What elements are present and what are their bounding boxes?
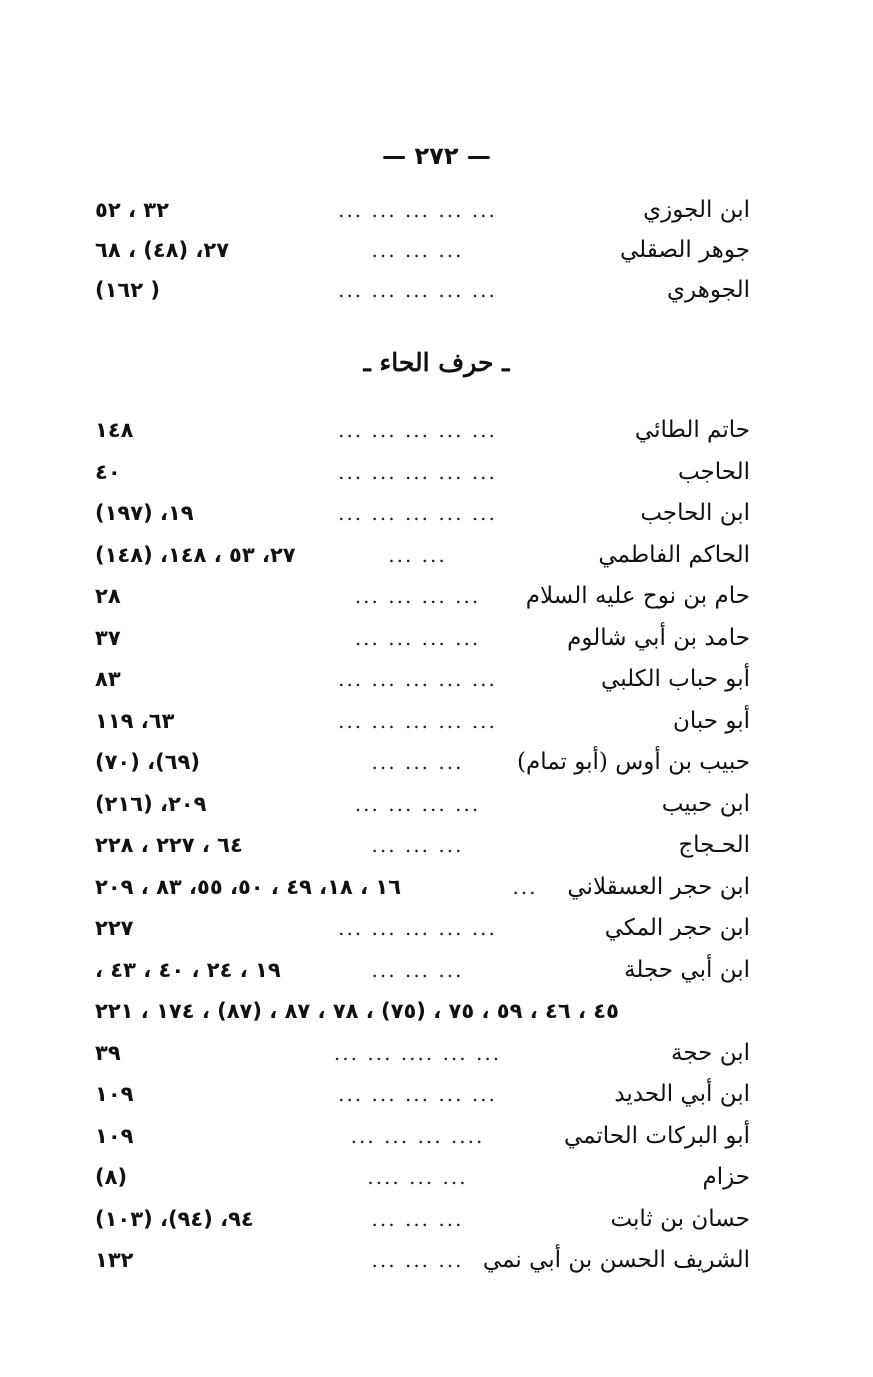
leader-dots: ... <box>512 874 538 899</box>
page-references: ٢٧، ٥٣ ، ١٤٨، (١٤٨) <box>95 542 296 567</box>
leader-dots: ... ... ... <box>371 1206 464 1231</box>
index-entry <box>95 576 750 616</box>
entry-name: حام بن نوح عليه السلام <box>525 583 750 609</box>
index-entry <box>95 618 750 658</box>
page-references: ٢٧، (٤٨) ، ٦٨ <box>95 238 230 262</box>
page-references: ٣٧ <box>95 625 121 650</box>
page-references: ١٤٨ <box>95 418 134 442</box>
page-references: ٨٣ <box>95 667 121 691</box>
index-entry <box>95 1199 750 1239</box>
leader-dots: ... ... ... ... ... <box>338 278 497 302</box>
entry-name: ابن حجر العسقلاني <box>567 873 750 900</box>
entry-name: ابن أبي الحديد <box>614 1081 750 1107</box>
leader-dots: ... ... ... ... ... <box>338 667 497 691</box>
page-references: ٢٨ <box>95 584 121 608</box>
index-entry <box>95 1157 750 1197</box>
entry-name: ابن الحاجب <box>640 500 750 526</box>
index-entry <box>95 270 750 310</box>
page-references: ١٩ ، ٢٤ ، ٤٠ ، ٤٣ ، <box>95 957 281 982</box>
leader-dots: ... ... ... ... ... <box>338 708 497 733</box>
entry-name: الحاجب <box>677 458 750 485</box>
entry-name: ابن حبيب <box>661 790 750 817</box>
entry-name: ابن حجة <box>670 1039 750 1066</box>
page-references: ٤٠ <box>95 459 121 484</box>
leader-dots: ... ... ... ... ... <box>338 459 497 484</box>
entry-name: حاتم الطائي <box>634 417 750 443</box>
leader-dots: ... ... ... <box>371 1248 464 1272</box>
page-references: (٦٩)، (٧٠) <box>95 750 200 774</box>
page-references: ٢٠٩، (٢١٦) <box>95 791 207 816</box>
leader-dots: ... ... .... <box>367 1165 468 1189</box>
page-references: ٦٤ ، ٢٢٧ ، ٢٢٨ <box>95 833 243 857</box>
leader-dots: ... ... ... ... <box>354 791 481 816</box>
leader-dots: ... ... ... ... ... <box>338 418 497 442</box>
leader-dots: ... ... ... ... ... <box>338 916 497 940</box>
entry-name: ابن الجوزي <box>643 197 750 223</box>
index-entry <box>95 190 750 230</box>
entry-name: الحـجاج <box>678 832 750 858</box>
entry-name: أبو البركات الحاتمي <box>563 1122 750 1149</box>
entry-name: حزام <box>702 1164 750 1190</box>
entry-name: جوهر الصقلي <box>620 237 750 263</box>
index-entry <box>95 1240 750 1280</box>
leader-dots: ... ... ... <box>371 238 464 262</box>
entry-name: الحاكم الفاطمي <box>598 541 750 568</box>
index-entry <box>95 230 750 270</box>
page-references: ٢٢٧ <box>95 916 134 940</box>
entry-name: الجوهري <box>667 277 750 303</box>
index-entry <box>95 1074 750 1114</box>
entry-name: حبيب بن أوس (أبو تمام) <box>517 749 750 775</box>
page-references: ٤٥ ، ٤٦ ، ٥٩ ، ٧٥ ، (٧٥) ، ٧٨ ، ٨٧ ، (٨٧) ، ١٧٤ ، ٢٢١ <box>95 999 619 1023</box>
leader-dots: ... ... ... ... <box>354 625 481 650</box>
index-entry <box>95 701 750 741</box>
leader-dots: ... ... ... <box>371 750 464 774</box>
page-references: ٩٤، (٩٤)، (١٠٣) <box>95 1206 254 1231</box>
index-entry <box>95 825 750 865</box>
index-entry <box>95 867 750 907</box>
page-references: ١٠٩ <box>95 1082 134 1106</box>
index-entry <box>95 1033 750 1073</box>
index-entry <box>95 950 750 990</box>
leader-dots: ... ... ... <box>371 833 464 857</box>
leader-dots: ... ... .... ... ... <box>333 1040 502 1065</box>
index-entry <box>95 452 750 492</box>
page-references: ٣٩ <box>95 1040 121 1065</box>
leader-dots: ... ... ... <box>371 957 464 982</box>
leader-dots: ... ... ... ... ... <box>338 501 497 525</box>
leader-dots: .... ... ... ... <box>350 1123 485 1148</box>
entry-name: حسان بن ثابت <box>610 1205 750 1232</box>
page-references: ٦٣، ١١٩ <box>95 708 175 733</box>
entry-name: حامد بن أبي شالوم <box>567 624 750 651</box>
index-entry <box>95 991 750 1031</box>
leader-dots: ... ... <box>388 542 447 567</box>
entry-name: ابن حجر المكي <box>604 915 750 941</box>
page-references: ١٠٩ <box>95 1123 134 1148</box>
index-entry <box>95 493 750 533</box>
page-number: — ٢٧٢ — <box>382 142 491 170</box>
leader-dots: ... ... ... ... <box>354 584 481 608</box>
entry-name: أبو حبان <box>672 707 750 734</box>
entry-name: ابن أبي حجلة <box>624 956 750 983</box>
page-references: ١٩، (١٩٧) <box>95 501 194 525</box>
index-entry <box>95 659 750 699</box>
index-entry <box>95 908 750 948</box>
index-entry <box>95 742 750 782</box>
index-entry <box>95 784 750 824</box>
section-heading: ـ حرف الحاء ـ <box>363 348 510 377</box>
index-entry <box>95 535 750 575</box>
page-references: (٨) <box>95 1165 128 1189</box>
leader-dots: ... ... ... ... ... <box>338 1082 497 1106</box>
index-entry <box>95 1116 750 1156</box>
page-references: ( ١٦٢) <box>95 278 160 302</box>
page-references: ١٣٢ <box>95 1248 134 1272</box>
page-references: ٣٢ ، ٥٢ <box>95 198 169 222</box>
entry-name: أبو حباب الكلبي <box>601 666 750 692</box>
index-entry <box>95 410 750 450</box>
page-references: ١٦ ، ١٨، ٤٩ ، ٥٠، ٥٥، ٨٣ ، ٢٠٩ <box>95 874 402 899</box>
leader-dots: ... ... ... ... ... <box>338 198 497 222</box>
entry-name: الشريف الحسن بن أبي نمي <box>482 1247 750 1273</box>
